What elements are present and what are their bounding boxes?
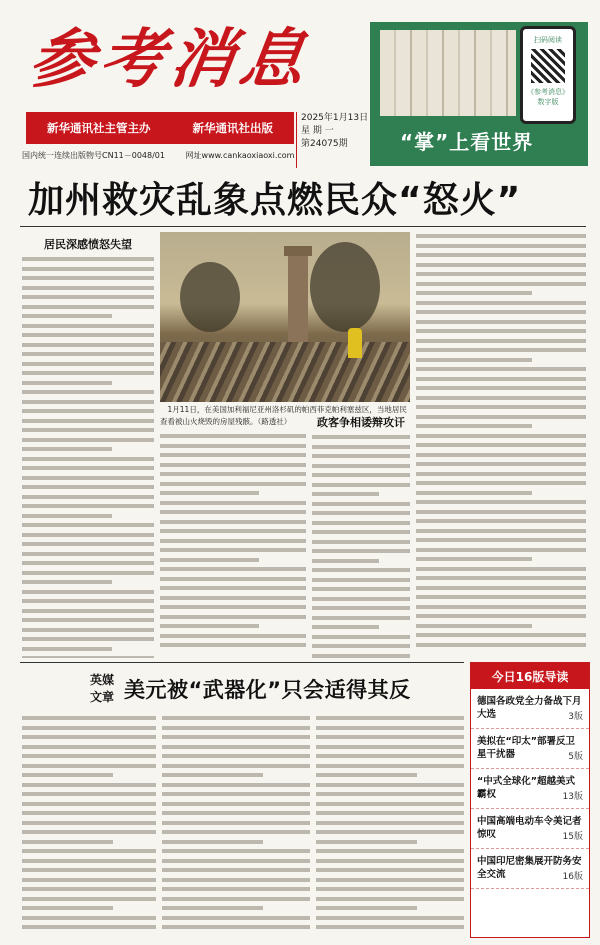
text-line-placeholder xyxy=(22,485,154,489)
text-line-placeholder xyxy=(160,567,306,571)
text-line-placeholder xyxy=(160,444,306,448)
text-line-placeholder xyxy=(416,234,586,238)
bottom-1-body-text xyxy=(22,716,156,929)
middle-column-a xyxy=(160,434,306,658)
text-line-placeholder xyxy=(22,887,156,891)
newspaper-rack-image xyxy=(380,30,516,116)
text-line-placeholder xyxy=(22,754,156,758)
text-line-placeholder xyxy=(160,605,306,609)
index-item[interactable] xyxy=(471,809,589,849)
left-column xyxy=(22,234,154,658)
text-line-placeholder xyxy=(162,735,310,739)
text-line-placeholder xyxy=(162,792,310,796)
text-line-placeholder xyxy=(416,434,586,438)
text-line-placeholder xyxy=(162,830,310,834)
text-line-placeholder xyxy=(416,310,586,314)
text-line-placeholder xyxy=(316,773,417,777)
text-line-placeholder xyxy=(160,472,306,476)
text-line-placeholder xyxy=(22,466,154,470)
text-line-placeholder xyxy=(22,647,112,651)
photo-caption: 1月11日，在美国加利福尼亚州洛杉矶的帕西菲克帕利塞兹区，当地居民查看被山火烧毁的房屋残骸。（路透社） xyxy=(160,405,407,426)
text-line-placeholder xyxy=(162,783,310,787)
index-item-page: 3版 xyxy=(568,712,583,722)
text-line-placeholder xyxy=(312,502,410,506)
text-line-placeholder xyxy=(312,549,410,553)
text-line-placeholder xyxy=(316,792,464,796)
section-rule xyxy=(20,662,464,663)
burnt-tree xyxy=(180,262,240,332)
text-line-placeholder xyxy=(312,540,410,544)
text-line-placeholder xyxy=(416,272,586,276)
text-line-placeholder xyxy=(22,764,156,768)
text-line-placeholder xyxy=(162,764,310,768)
text-line-placeholder xyxy=(162,878,310,882)
text-line-placeholder xyxy=(22,362,154,366)
text-line-placeholder xyxy=(416,491,532,495)
text-line-placeholder xyxy=(22,476,154,480)
index-item-title: “中式全球化”超越美式霸权 xyxy=(477,776,575,800)
text-line-placeholder xyxy=(22,257,154,261)
text-line-placeholder xyxy=(160,615,306,619)
text-line-placeholder xyxy=(22,542,154,546)
text-line-placeholder xyxy=(22,735,156,739)
wildfire-photo xyxy=(160,232,410,402)
text-line-placeholder xyxy=(416,253,586,257)
text-line-placeholder xyxy=(416,595,586,599)
text-line-placeholder xyxy=(416,348,586,352)
publication-info xyxy=(22,150,312,161)
text-line-placeholder xyxy=(312,616,410,620)
text-line-placeholder xyxy=(416,415,586,419)
text-line-placeholder xyxy=(22,409,154,413)
text-line-placeholder xyxy=(316,830,464,834)
text-line-placeholder xyxy=(316,745,464,749)
text-line-placeholder xyxy=(416,510,586,514)
text-line-placeholder xyxy=(316,726,464,730)
text-line-placeholder xyxy=(160,539,306,543)
text-line-placeholder xyxy=(160,577,306,581)
text-line-placeholder xyxy=(162,754,310,758)
masthead xyxy=(0,0,600,168)
text-line-placeholder xyxy=(312,464,410,468)
text-line-placeholder xyxy=(160,491,259,495)
text-line-placeholder xyxy=(162,716,310,720)
text-line-placeholder xyxy=(316,868,464,872)
text-line-placeholder xyxy=(22,792,156,796)
issue-date: 2025年1月13日 xyxy=(301,113,369,123)
text-line-placeholder xyxy=(312,483,410,487)
phone-line1: 扫码阅读 xyxy=(534,36,562,44)
text-line-placeholder xyxy=(416,244,586,248)
index-item-page: 5版 xyxy=(568,752,583,762)
text-line-placeholder xyxy=(22,726,156,730)
index-header: 今日16版导读 xyxy=(471,663,589,689)
text-line-placeholder xyxy=(416,367,586,371)
text-line-placeholder xyxy=(22,390,154,394)
index-item-title: 中国印尼密集展开防务安全交流 xyxy=(477,856,582,880)
text-line-placeholder xyxy=(316,859,464,863)
bottom-column-3 xyxy=(316,716,464,938)
text-line-placeholder xyxy=(416,396,586,400)
text-line-placeholder xyxy=(160,529,306,533)
text-line-placeholder xyxy=(416,548,586,552)
text-line-placeholder xyxy=(316,783,464,787)
text-line-placeholder xyxy=(312,597,410,601)
text-line-placeholder xyxy=(416,291,532,295)
text-line-placeholder xyxy=(312,492,379,496)
text-line-placeholder xyxy=(22,457,154,461)
text-line-placeholder xyxy=(160,463,306,467)
text-line-placeholder xyxy=(162,868,310,872)
text-line-placeholder xyxy=(162,916,310,920)
burnt-tree xyxy=(310,242,380,332)
text-line-placeholder xyxy=(316,897,464,901)
text-line-placeholder xyxy=(160,643,306,647)
today-index xyxy=(470,662,590,938)
text-line-placeholder xyxy=(22,599,154,603)
index-item-title: 美拟在“印太”部署反卫星干扰器 xyxy=(477,736,575,760)
text-line-placeholder xyxy=(22,314,112,318)
text-line-placeholder xyxy=(312,578,410,582)
newspaper-logo: 参考消息 xyxy=(24,22,316,97)
text-line-placeholder xyxy=(416,263,586,267)
text-line-placeholder xyxy=(416,500,586,504)
text-line-placeholder xyxy=(312,559,379,563)
text-line-placeholder xyxy=(160,596,306,600)
text-line-placeholder xyxy=(312,530,410,534)
text-line-placeholder xyxy=(416,443,586,447)
right-body-text xyxy=(416,234,586,647)
text-line-placeholder xyxy=(416,481,586,485)
text-line-placeholder xyxy=(416,339,586,343)
text-line-placeholder xyxy=(22,628,154,632)
text-line-placeholder xyxy=(22,400,154,404)
text-line-placeholder xyxy=(316,840,417,844)
text-line-placeholder xyxy=(312,625,379,629)
text-line-placeholder xyxy=(312,635,410,639)
text-line-placeholder xyxy=(22,561,154,565)
text-line-placeholder xyxy=(416,386,586,390)
text-line-placeholder xyxy=(160,520,306,524)
text-line-placeholder xyxy=(316,802,464,806)
text-line-placeholder xyxy=(416,567,586,571)
bottom-column-1 xyxy=(22,716,156,938)
text-line-placeholder xyxy=(312,454,410,458)
index-item-page: 16版 xyxy=(562,872,583,882)
phone-mockup xyxy=(520,26,576,124)
text-line-placeholder xyxy=(22,523,154,527)
text-line-placeholder xyxy=(22,618,154,622)
article-type-label: 英媒文章 xyxy=(90,673,115,704)
text-line-placeholder xyxy=(416,605,586,609)
text-line-placeholder xyxy=(416,586,586,590)
text-line-placeholder xyxy=(22,333,154,337)
text-line-placeholder xyxy=(162,726,310,730)
text-line-placeholder xyxy=(312,511,410,515)
text-line-placeholder xyxy=(22,830,156,834)
publisher-left: 新华通讯社主管主办 xyxy=(47,121,151,135)
digital-edition-ad[interactable] xyxy=(370,22,588,166)
qr-code-icon xyxy=(531,49,565,83)
text-line-placeholder xyxy=(416,614,586,618)
text-line-placeholder xyxy=(22,447,112,451)
text-line-placeholder xyxy=(416,529,586,533)
left-body-text xyxy=(22,257,154,658)
text-line-placeholder xyxy=(22,305,154,309)
text-line-placeholder xyxy=(162,802,310,806)
text-line-placeholder xyxy=(162,859,310,863)
publisher-right: 新华通讯社出版 xyxy=(192,121,273,135)
text-line-placeholder xyxy=(22,286,154,290)
text-line-placeholder xyxy=(162,849,310,853)
text-line-placeholder xyxy=(160,453,306,457)
text-line-placeholder xyxy=(22,916,156,920)
text-line-placeholder xyxy=(22,552,154,556)
text-line-placeholder xyxy=(22,276,154,280)
text-line-placeholder xyxy=(22,580,112,584)
text-line-placeholder xyxy=(22,656,154,658)
text-line-placeholder xyxy=(316,925,464,929)
index-item[interactable] xyxy=(471,729,589,769)
text-line-placeholder xyxy=(160,482,306,486)
text-line-placeholder xyxy=(416,301,586,305)
text-line-placeholder xyxy=(416,472,586,476)
text-line-placeholder xyxy=(160,586,306,590)
text-line-placeholder xyxy=(416,633,586,637)
text-line-placeholder xyxy=(162,811,310,815)
text-line-placeholder xyxy=(22,495,154,499)
text-line-placeholder xyxy=(316,916,464,920)
text-line-placeholder xyxy=(22,324,154,328)
text-line-placeholder xyxy=(22,840,113,844)
right-column xyxy=(416,234,586,658)
text-line-placeholder xyxy=(162,906,263,910)
issue-info xyxy=(296,112,370,168)
cn-number: 国内统一连续出版物号CN11－0048/01 xyxy=(22,151,165,160)
person-figure xyxy=(348,328,362,358)
text-line-placeholder xyxy=(162,773,263,777)
text-line-placeholder xyxy=(316,906,417,910)
text-line-placeholder xyxy=(22,381,112,385)
text-line-placeholder xyxy=(162,887,310,891)
text-line-placeholder xyxy=(160,558,259,562)
text-line-placeholder xyxy=(316,811,464,815)
text-line-placeholder xyxy=(22,716,156,720)
text-line-placeholder xyxy=(312,587,410,591)
text-line-placeholder xyxy=(316,735,464,739)
text-line-placeholder xyxy=(162,745,310,749)
text-line-placeholder xyxy=(160,624,259,628)
bottom-3-body-text xyxy=(316,716,464,929)
text-line-placeholder xyxy=(316,764,464,768)
issue-number: 第24075期 xyxy=(301,139,348,149)
text-line-placeholder xyxy=(416,538,586,542)
text-line-placeholder xyxy=(312,435,410,439)
text-line-placeholder xyxy=(416,358,532,362)
text-line-placeholder xyxy=(416,576,586,580)
text-line-placeholder xyxy=(22,352,154,356)
text-line-placeholder xyxy=(416,405,586,409)
text-line-placeholder xyxy=(312,521,410,525)
index-item-title: 中国高端电动车令美记者惊叹 xyxy=(477,816,582,840)
middle-b-body-text xyxy=(312,435,410,658)
text-line-placeholder xyxy=(22,571,154,575)
bottom-2-body-text xyxy=(162,716,310,929)
text-line-placeholder xyxy=(416,377,586,381)
text-line-placeholder xyxy=(22,419,154,423)
index-item[interactable] xyxy=(471,769,589,809)
text-line-placeholder xyxy=(160,510,306,514)
text-line-placeholder xyxy=(162,897,310,901)
text-line-placeholder xyxy=(416,624,532,628)
text-line-placeholder xyxy=(416,462,586,466)
main-headline: 加州救灾乱象点燃民众“怒火” xyxy=(28,180,522,221)
text-line-placeholder xyxy=(160,501,306,505)
issue-weekday: 星 期 一 xyxy=(301,126,334,136)
text-line-placeholder xyxy=(316,821,464,825)
chimney xyxy=(288,252,308,352)
text-line-placeholder xyxy=(416,424,532,428)
text-line-placeholder xyxy=(316,754,464,758)
middle-a-body-text xyxy=(160,434,306,647)
left-subhead: 居民深感愤怒失望 xyxy=(44,238,132,251)
text-line-placeholder xyxy=(312,568,410,572)
text-line-placeholder xyxy=(160,548,306,552)
text-line-placeholder xyxy=(162,925,310,929)
text-line-placeholder xyxy=(22,371,154,375)
text-line-placeholder xyxy=(22,802,156,806)
text-line-placeholder xyxy=(22,514,112,518)
text-line-placeholder xyxy=(22,428,154,432)
text-line-placeholder xyxy=(316,878,464,882)
text-line-placeholder xyxy=(160,634,306,638)
text-line-placeholder xyxy=(162,840,263,844)
text-line-placeholder xyxy=(22,438,154,442)
text-line-placeholder xyxy=(22,906,113,910)
bottom-column-2 xyxy=(162,716,310,938)
text-line-placeholder xyxy=(312,644,410,648)
phone-line2: 《参考消息》数字版 xyxy=(527,88,569,106)
index-item-page: 13版 xyxy=(562,792,583,802)
text-line-placeholder xyxy=(22,849,156,853)
text-line-placeholder xyxy=(312,606,410,610)
text-line-placeholder xyxy=(416,643,586,647)
index-item-page: 15版 xyxy=(562,832,583,842)
text-line-placeholder xyxy=(416,453,586,457)
index-item[interactable] xyxy=(471,849,589,889)
text-line-placeholder xyxy=(22,295,154,299)
text-line-placeholder xyxy=(416,320,586,324)
text-line-placeholder xyxy=(22,637,154,641)
text-line-placeholder xyxy=(316,887,464,891)
text-line-placeholder xyxy=(312,654,410,658)
website: 网址www.cankaoxiaoxi.com xyxy=(185,151,295,160)
rubble xyxy=(160,342,410,402)
middle-column-b xyxy=(312,412,410,658)
publisher-band xyxy=(26,112,294,144)
index-item-title: 德国各政党全力备战下月大选 xyxy=(477,696,582,720)
text-line-placeholder xyxy=(416,282,586,286)
text-line-placeholder xyxy=(22,925,156,929)
text-line-placeholder xyxy=(22,745,156,749)
text-line-placeholder xyxy=(22,897,156,901)
ad-slogan: “掌”上看世界 xyxy=(400,130,534,154)
text-line-placeholder xyxy=(22,878,156,882)
text-line-placeholder xyxy=(22,504,154,508)
text-line-placeholder xyxy=(22,533,154,537)
text-line-placeholder xyxy=(22,821,156,825)
text-line-placeholder xyxy=(316,716,464,720)
text-line-placeholder xyxy=(22,267,154,271)
bottom-article-title: 美元被“武器化”只会适得其反 xyxy=(124,678,411,702)
text-line-placeholder xyxy=(416,329,586,333)
text-line-placeholder xyxy=(22,868,156,872)
middle-subhead: 政客争相诿辩攻讦 xyxy=(317,416,405,429)
text-line-placeholder xyxy=(316,849,464,853)
headline-rule xyxy=(20,226,586,227)
text-line-placeholder xyxy=(22,609,154,613)
text-line-placeholder xyxy=(160,434,306,438)
text-line-placeholder xyxy=(416,519,586,523)
text-line-placeholder xyxy=(162,821,310,825)
text-line-placeholder xyxy=(312,445,410,449)
text-line-placeholder xyxy=(22,773,113,777)
index-item[interactable] xyxy=(471,689,589,729)
text-line-placeholder xyxy=(22,343,154,347)
text-line-placeholder xyxy=(416,557,532,561)
text-line-placeholder xyxy=(22,811,156,815)
text-line-placeholder xyxy=(312,473,410,477)
text-line-placeholder xyxy=(22,783,156,787)
text-line-placeholder xyxy=(22,590,154,594)
text-line-placeholder xyxy=(22,859,156,863)
